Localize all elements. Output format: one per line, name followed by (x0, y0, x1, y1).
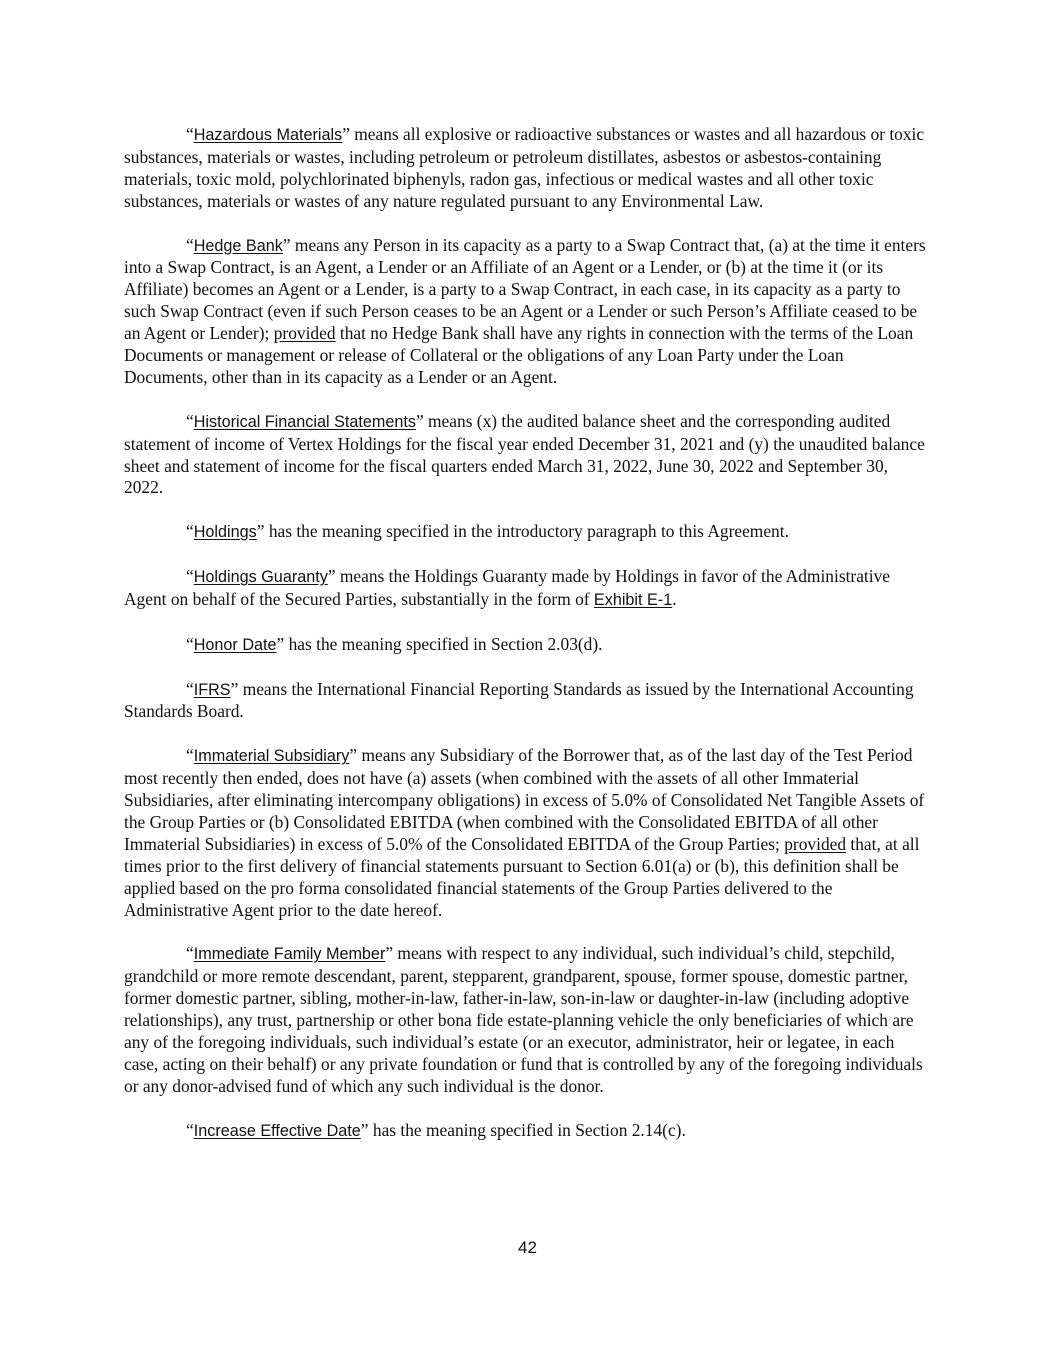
definition-hazardous-materials (124, 124, 930, 213)
definition-holdings (124, 521, 930, 544)
close-quote: ” (385, 943, 394, 964)
page-number: 42 (518, 1238, 537, 1257)
definition-text: means (x) the audited balance sheet and the corresponding audited statement of income of Vertex Holdings for the fiscal year ended December 31, 2021 and (y) the unaudited balance sheet and statement of income for the fiscal quarters ended March 31, 2022, June 30, 2022 and September 30, 2022. (124, 410, 925, 498)
defined-term: IFRS (193, 680, 231, 699)
definition-text: means the Holdings Guaranty made by Holdings in favor of the Administrative Agent on behalf of the Secured Parties, substantially in the form of (124, 566, 891, 609)
definition-hedge-bank (124, 235, 930, 389)
open-quote: “ (186, 566, 194, 587)
open-quote: “ (186, 678, 194, 699)
definition-text: means any Person in its capacity as a party to a Swap Contract that, (a) at the time it enters into a Swap Contract, is an Agent, a Lender or an Affiliate of an Agent or a Lender, or (b) at the time it (or its Affiliate) becomes an Agent or a Lender, is a party to a Swap Contract, in each case, in its capacity as a party to such Swap Contract (even if such Person ceases to be an Agent or a Lender or such Person’s Affiliate ceased to be an Agent or Lender); (124, 234, 926, 344)
defined-term: Honor Date (193, 635, 277, 654)
definition-text-end: . (672, 588, 677, 609)
defined-term: Hazardous Materials (193, 126, 343, 144)
open-quote: “ (186, 410, 194, 431)
definition-text: means all explosive or radioactive substances or wastes and all hazardous or toxic substances, materials or wastes, including petroleum or petroleum distillates, asbestos or asbestos-containing materials, toxic mold, polychlorinated biphenyls, radon gas, infectious or medical wastes and all other toxic substances, materials or wastes of any nature regulated pursuant to any Environmental Law. (124, 124, 925, 211)
definition-text: has the meaning specified in Section 2.14(c). (368, 1119, 686, 1140)
definition-honor-date (124, 634, 930, 657)
definition-text: means with respect to any individual, such individual’s child, stepchild, grandchild or more remote descendant, parent, stepparent, grandparent, spouse, former spouse, domestic partner, former domestic partner, sibling, mother-in-law, father-in-law, son-in-law or daughter-in-law (including adoptive relationships), any trust, partnership or other bona fide estate-planning vehicle the only beneficiaries of which are any of the foregoing individuals, such individual’s estate (or an executor, administrator, heir or legatee, in each case, acting on their behalf) or any private foundation or fund that is controlled by any of the foregoing individuals or any donor-advised fund of which any such individual is the donor. (124, 943, 923, 1096)
proviso-keyword: provided (273, 323, 336, 344)
exhibit-reference: Exhibit E-1 (593, 590, 673, 609)
definition-text: has the meaning specified in the introductory paragraph to this Agreement. (264, 521, 789, 542)
open-quote: “ (186, 1119, 194, 1140)
definition-text: means any Subsidiary of the Borrower that, as of the last day of the Test Period most recently then ended, does not have (a) assets (when combined with the assets of all other Immaterial Subsidiaries, after eliminating intercompany obligations) in excess of 5.0% of Consolidated Net Tangible Assets of the Group Parties or (b) Consolidated EBITDA (when combined with the Consolidated EBITDA of all other Immaterial Subsidiaries) in excess of 5.0% of the Consolidated EBITDA of the Group Parties; (124, 745, 925, 854)
open-quote: “ (186, 943, 194, 964)
defined-term: Hedge Bank (193, 236, 283, 255)
definition-text: has the meaning specified in Section 2.03(d). (284, 633, 603, 654)
close-quote: ” (349, 745, 358, 766)
defined-term: Holdings (193, 523, 257, 542)
open-quote: “ (186, 521, 194, 542)
document-page (124, 124, 930, 1164)
defined-term: Increase Effective Date (193, 1121, 361, 1140)
definition-immaterial-subsidiary (124, 745, 930, 921)
definition-text-continued: that no Hedge Bank shall have any rights in connection with the terms of the Loan Documents or management or release of Collateral or the obligations of any Loan Party under the Loan Documents, other than in its capacity as a Lender or an Agent. (124, 323, 914, 387)
close-quote: ” (230, 678, 239, 699)
definition-text: means the International Financial Reporting Standards as issued by the International Accounting Standards Board. (124, 678, 914, 722)
defined-term: Immediate Family Member (193, 945, 386, 964)
open-quote: “ (186, 124, 194, 144)
close-quote: ” (256, 521, 265, 542)
definition-ifrs (124, 679, 930, 724)
defined-term: Holdings Guaranty (193, 568, 328, 587)
open-quote: “ (186, 234, 194, 255)
definition-increase-effective-date (124, 1120, 930, 1143)
definition-holdings-guaranty (124, 566, 930, 612)
close-quote: ” (360, 1119, 369, 1140)
close-quote: ” (282, 234, 291, 255)
defined-term: Historical Financial Statements (193, 412, 416, 431)
definition-immediate-family-member (124, 943, 930, 1097)
open-quote: “ (186, 633, 194, 654)
open-quote: “ (186, 745, 194, 766)
close-quote: ” (327, 566, 336, 587)
proviso-keyword: provided (784, 833, 847, 854)
definition-text-continued: that, at all times prior to the first delivery of financial statements pursuant to Section 6.01(a) or (b), this definition shall be applied based on the pro forma consolidated financial statements of the Group Parties delivered to the Administrative Agent prior to the date hereof. (124, 833, 920, 920)
definition-historical-financial-statements (124, 411, 930, 500)
defined-term: Immaterial Subsidiary (193, 747, 350, 766)
close-quote: ” (276, 633, 285, 654)
close-quote: ” (415, 410, 424, 431)
close-quote: ” (342, 124, 350, 144)
